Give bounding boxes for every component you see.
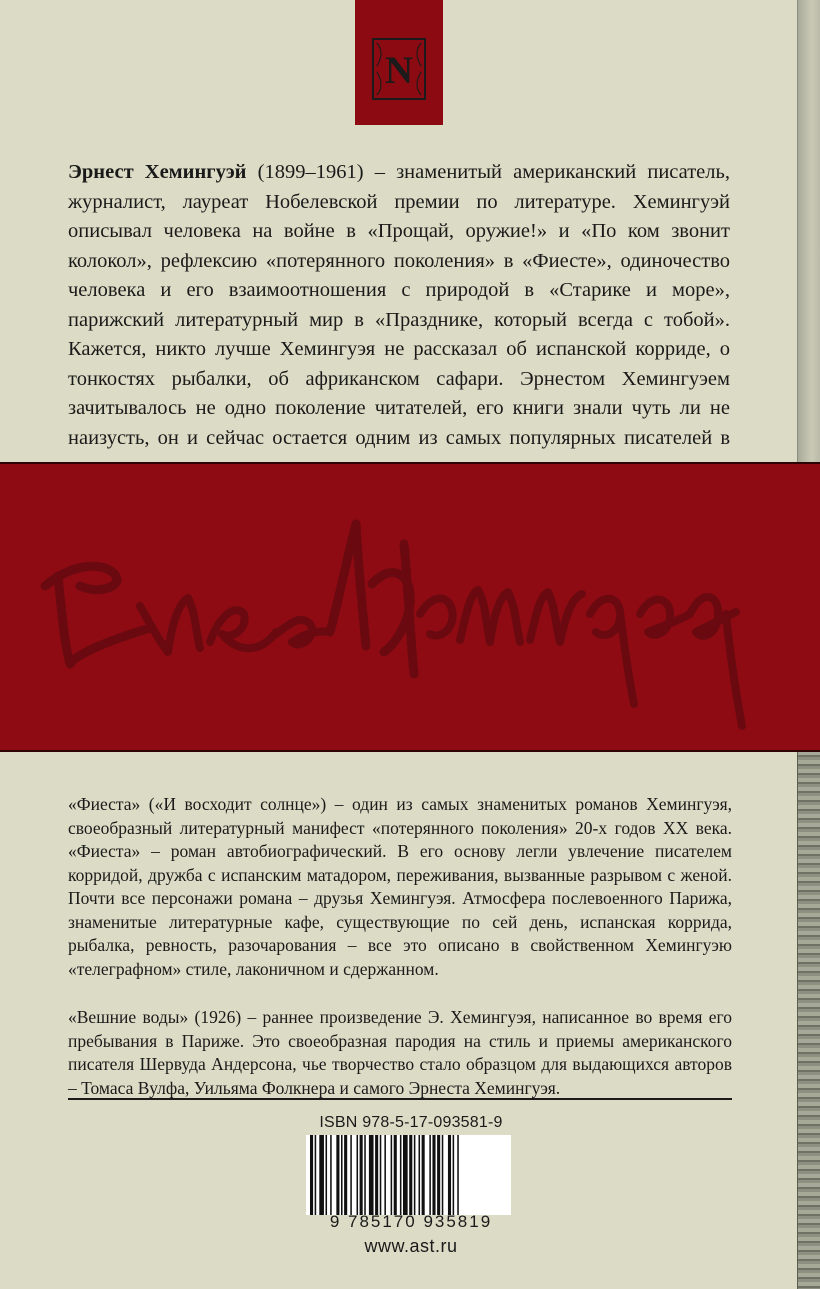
annotation-torrents: «Вешние воды» (1926) – раннее произведение Э. Хемингуэя, написанное во время его пребывания в Париже. Это своеобразная пародия на стиль и приемы американского писателя Шервуда Андерсона, чье творчество стало образцом для выдающихся авторов – Томаса Вулфа, Уильяма Фолкнера и самого Эрнеста Хемингуэя.: [68, 1007, 732, 1098]
signature-image: [0, 464, 820, 750]
publisher-website: www.ast.ru: [364, 1236, 458, 1256]
divider: [68, 1098, 732, 1100]
isbn: ISBN 978-5-17-093581-9: [319, 1114, 503, 1131]
signature-band: [0, 462, 820, 752]
publisher-logo-tab: [355, 0, 443, 125]
publisher-logo: [372, 38, 426, 100]
author-bio: [68, 158, 730, 483]
barcode-number: 9 785170 935819: [329, 1212, 493, 1231]
publisher-logo-letter: N: [384, 48, 414, 92]
publisher-logo-icon: [374, 40, 424, 98]
spine-edge-top: [797, 0, 820, 462]
spine-edge-bottom: [797, 748, 820, 1289]
author-bio-text: (1899–1961) – знаменитый американский писатель, журналист, лауреат Нобелевской премии по литературе. Хемингуэй описывал человека на войне в «Прощай, оружие!» и «По ком звонит колокол», рефлексию «потерянного поколения» в «Фиесте», одиночество человека и его взаимоотношения с природой в «Старике и море», парижский литературный мир в «Празднике, который всегда с тобой». Кажется, никто лучше Хемингуэя не рассказал об испанской корриде, о тонкостях рыбалки, об африканском сафари. Эрнестом Хемингуэем зачитывалось не одно поколение читателей, его книги знали чуть ли не наизусть, он и сейчас остается одним из самых популярных писателей в: [68, 161, 730, 449]
author-name: Эрнест Хемингуэй: [68, 161, 247, 183]
barcode: [306, 1135, 511, 1215]
annotation-fiesta: «Фиеста» («И восходит солнце») – один из самых знаменитых романов Хемингуэя, своеобразный литературный манифест «потерянного поколения» 20-х годов XX века. «Фиеста» – роман автобиографический. В его основу легли увлечение писателем корридой, дружба с испанским матадором, переживания, вызванные разрывом с женой. Почти все персонажи романа – друзья Хемингуэя. Атмосфера послевоенного Парижа, знаменитые литературные кафе, существующие по сей день, испанская коррида, рыбалка, ревность, разочарования – все это описано в свойственном Хемингуэю «телеграфном» стиле, лаконичном и сдержанном.: [68, 794, 732, 979]
barcode-image: [306, 1135, 511, 1215]
